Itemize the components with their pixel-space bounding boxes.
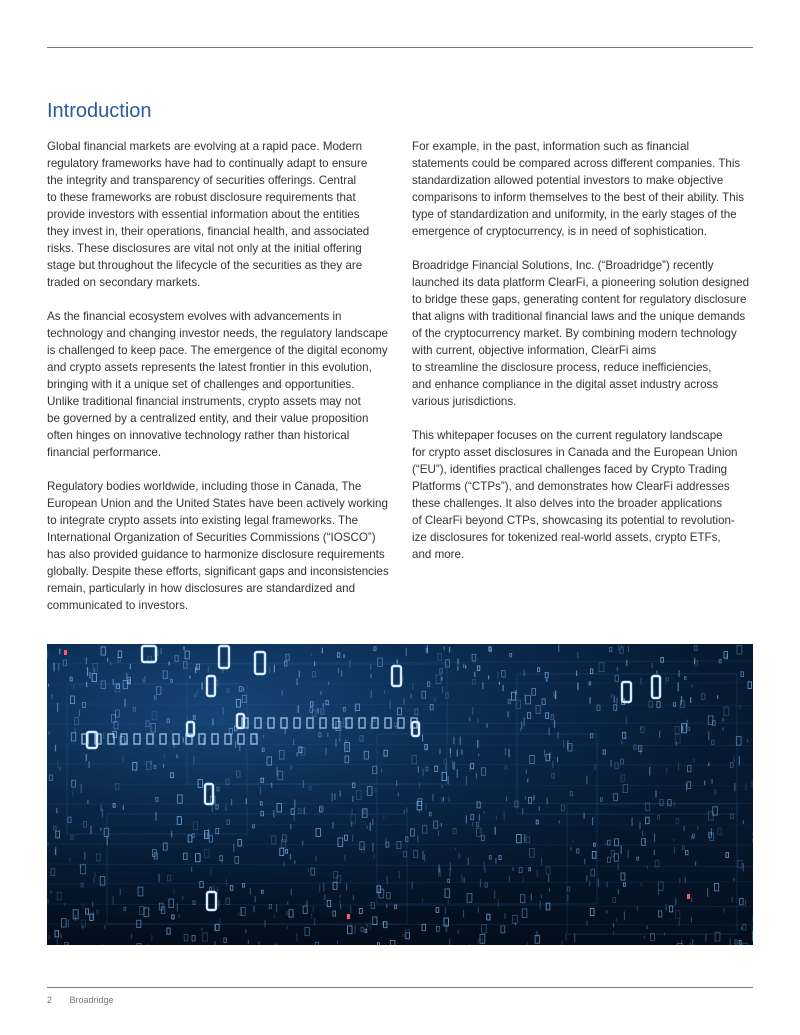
text-line: be governed by a centralized entity, and their value proposition xyxy=(47,412,369,425)
text-line: remain, particularly in how disclosures are standardized and xyxy=(47,582,356,595)
text-line: with current, objective information, ClearFi aims xyxy=(412,344,657,357)
text-line: various jurisdictions. xyxy=(412,395,517,408)
text-line: Unlike traditional financial instruments, crypto assets may not xyxy=(47,395,361,408)
binary-code-background xyxy=(47,644,753,945)
text-line: bringing with it a unique set of challenges and opportunities. xyxy=(47,378,355,391)
text-line: As the financial ecosystem evolves with advancements in xyxy=(47,310,342,323)
text-line: for crypto asset disclosures in Canada and the European Union xyxy=(412,446,738,459)
text-line: to these frameworks are robust disclosure requirements that xyxy=(47,191,356,204)
text-line: statements could be compared across different companies. This xyxy=(412,157,741,170)
section-heading: Introduction xyxy=(47,100,152,122)
text-line: globally. Despite these efforts, significant gaps and inconsistencies xyxy=(47,565,389,578)
text-line: International Organization of Securities Commissions (“IOSCO”) xyxy=(47,531,376,544)
text-line: the integrity and transparency of securities offerings. Central xyxy=(47,174,357,187)
footer-brand: Broadridge xyxy=(69,995,114,1005)
paragraph xyxy=(47,138,392,291)
text-line: often hinges on innovative technology rather than historical xyxy=(47,429,350,442)
text-line: emergence of cryptocurrency, is in need of sophistication. xyxy=(412,225,707,238)
text-line: launched its data platform ClearFi, a pioneering solution designed xyxy=(412,276,750,289)
text-line: traded on secondary markets. xyxy=(47,276,201,289)
text-line: they invest in, their operations, financial health, and associated xyxy=(47,225,370,238)
text-line: and crypto assets represents the latest frontier in this evolution, xyxy=(47,361,372,374)
text-line: risks. These disclosures are vital not only at the initial offering xyxy=(47,242,362,255)
paragraph xyxy=(412,138,754,240)
header-rule xyxy=(47,47,753,48)
text-line: type of standardization and uniformity, in the early stages of the xyxy=(412,208,737,221)
text-line: financial performance. xyxy=(47,446,162,459)
text-line: Regulatory bodies worldwide, including those in Canada, The xyxy=(47,480,362,493)
text-line: to integrate crypto assets into existing legal frameworks. The xyxy=(47,514,359,527)
page-footer xyxy=(47,995,114,1005)
right-text-column xyxy=(412,138,754,580)
footer-rule xyxy=(47,987,753,988)
text-line: technology and changing investor needs, the regulatory landscape xyxy=(47,327,388,340)
paragraph xyxy=(412,427,754,563)
text-line: that aligns with traditional financial laws and the unique demands xyxy=(412,310,746,323)
text-line: (“EU”), identifies practical challenges faced by Crypto Trading xyxy=(412,463,728,476)
paragraph xyxy=(412,257,754,410)
text-line: provide investors with essential information about the entities xyxy=(47,208,360,221)
text-line: to bridge these gaps, generating content for regulatory disclosure xyxy=(412,293,747,306)
text-line: communicated to investors. xyxy=(47,599,189,612)
paragraph xyxy=(47,308,392,461)
text-line: For example, in the past, information such as financial xyxy=(412,140,690,153)
text-line: of ClearFi beyond CTPs, showcasing its potential to revolution- xyxy=(412,514,735,527)
text-line: Broadridge Financial Solutions, Inc. (“Broadridge”) recently xyxy=(412,259,714,272)
text-line: European Union and the United States have been actively working xyxy=(47,497,388,510)
text-line: has also provided guidance to harmonize disclosure requirements xyxy=(47,548,385,561)
text-line: ize disclosures for tokenized real-world assets, crypto ETFs, xyxy=(412,531,721,544)
text-line: these challenges. It also delves into the broader applications xyxy=(412,497,723,510)
text-line: regulatory frameworks have had to continually adapt to ensure xyxy=(47,157,368,170)
text-line: Global financial markets are evolving at a rapid pace. Modern xyxy=(47,140,363,153)
left-text-column xyxy=(47,138,392,631)
text-line: stage but throughout the lifecycle of the securities as they are xyxy=(47,259,363,272)
text-line: standardization allowed potential investors to make objective xyxy=(412,174,724,187)
text-line: and more. xyxy=(412,548,465,561)
page-number: 2 xyxy=(47,995,53,1005)
text-line: Platforms (“CTPs”), and demonstrates how ClearFi addresses xyxy=(412,480,730,493)
text-line: comparisons to inform themselves to the best of their ability. This xyxy=(412,191,745,204)
paragraph xyxy=(47,478,392,614)
text-line: to streamline the disclosure process, reduce inefficiencies, xyxy=(412,361,712,374)
digital-data-image xyxy=(47,644,753,945)
text-line: This whitepaper focuses on the current regulatory landscape xyxy=(412,429,723,442)
text-line: of the cryptocurrency market. By combining modern technology xyxy=(412,327,737,340)
text-line: is challenged to keep pace. The emergence of the digital economy xyxy=(47,344,388,357)
text-line: and enhance compliance in the digital asset industry across xyxy=(412,378,719,391)
